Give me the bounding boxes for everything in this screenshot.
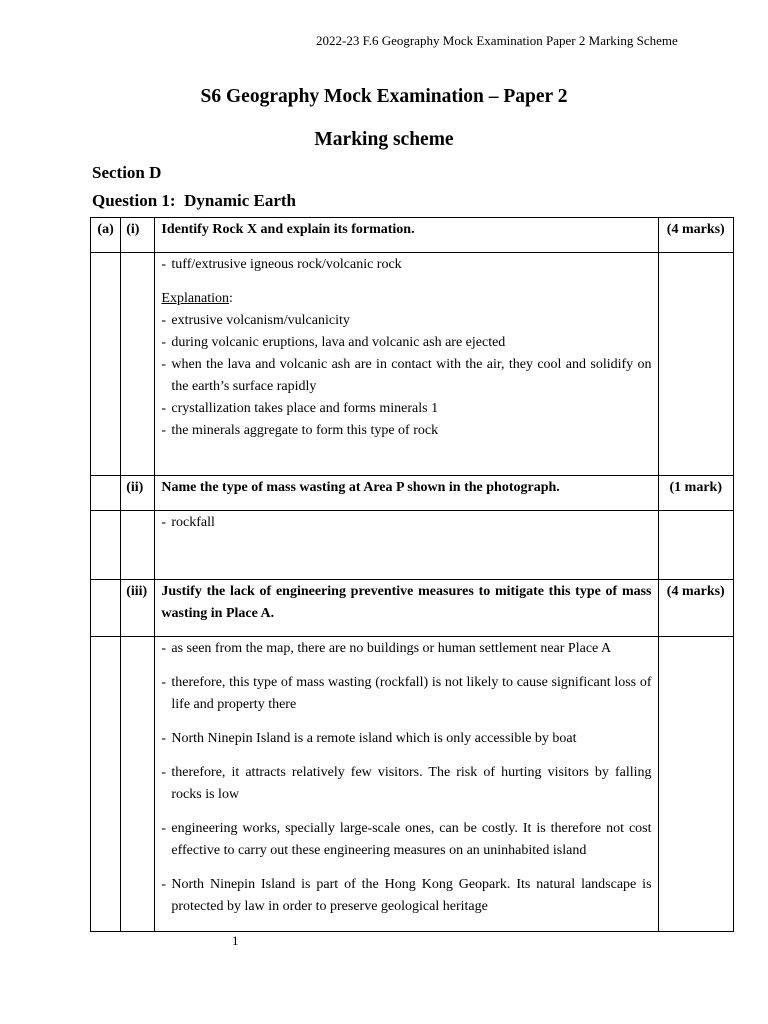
- list-item: - when the lava and volcanic ash are in contact with the air, they cool and solidify on the earth’s surface rapidly: [161, 354, 651, 398]
- marks-label: (4 marks): [658, 218, 733, 253]
- list-item: - tuff/extrusive igneous rock/volcanic rock: [161, 254, 651, 276]
- subpart-label: (i): [121, 218, 155, 253]
- table-row-a-ii-answer: [91, 511, 734, 580]
- question-heading: Question 1: Dynamic Earth: [92, 191, 296, 210]
- list-item: - therefore, this type of mass wasting (rockfall) is not likely to cause significant loss of life and property there: [161, 672, 651, 716]
- answer-cell: [155, 511, 658, 580]
- list-item: - rockfall: [161, 512, 651, 534]
- table-row-a-iii-answer: [91, 637, 734, 932]
- table-row-a-i-question: [91, 218, 734, 253]
- page-subtitle: Marking scheme: [314, 129, 454, 150]
- marking-table: [90, 217, 734, 932]
- answer-cell: [155, 253, 658, 476]
- page-header: 2022-23 F.6 Geography Mock Examination Paper 2 Marking Scheme: [316, 33, 678, 48]
- part-label: (a): [91, 218, 121, 253]
- answer-list: [161, 638, 651, 918]
- list-item: - as seen from the map, there are no buildings or human settlement near Place A: [161, 638, 651, 660]
- list-item: - the minerals aggregate to form this type of rock: [161, 420, 651, 442]
- list-item: - North Ninepin Island is a remote island which is only accessible by boat: [161, 728, 651, 750]
- page-title: S6 Geography Mock Examination – Paper 2: [200, 86, 568, 107]
- question-text: Justify the lack of engineering preventive measures to mitigate this type of mass wasting in Place A.: [155, 580, 658, 637]
- list-item: - engineering works, specially large-scale ones, can be costly. It is therefore not cost effective to carry out these engineering measures on an uninhabited island: [161, 818, 651, 862]
- section-heading: Section D: [92, 163, 162, 182]
- table-row-a-i-answer: [91, 253, 734, 476]
- list-item: - North Ninepin Island is part of the Hong Kong Geopark. Its natural landscape is protected by law in order to preserve geological heritage: [161, 874, 651, 918]
- list-item: - therefore, it attracts relatively few visitors. The risk of hurting visitors by falling rocks is low: [161, 762, 651, 806]
- list-item: - extrusive volcanism/vulcanicity: [161, 310, 651, 332]
- explanation-label-text: Explanation: [161, 291, 230, 306]
- question-text: Identify Rock X and explain its formation.: [155, 218, 658, 253]
- answer-list: [161, 254, 651, 276]
- subpart-label: (iii): [121, 580, 155, 637]
- explanation-colon: :: [229, 291, 233, 306]
- table-row-a-ii-question: [91, 476, 734, 511]
- list-item: - crystallization takes place and forms minerals 1: [161, 398, 651, 420]
- page-number: 1: [232, 933, 239, 948]
- answer-cell: [155, 637, 658, 932]
- question-text: Name the type of mass wasting at Area P shown in the photograph.: [155, 476, 658, 511]
- explanation-list: [161, 310, 651, 442]
- table-row-a-iii-question: [91, 580, 734, 637]
- explanation-label: [161, 288, 651, 310]
- subpart-label: (ii): [121, 476, 155, 511]
- marks-label: (1 mark): [658, 476, 733, 511]
- marks-label: (4 marks): [658, 580, 733, 637]
- list-item: - during volcanic eruptions, lava and volcanic ash are ejected: [161, 332, 651, 354]
